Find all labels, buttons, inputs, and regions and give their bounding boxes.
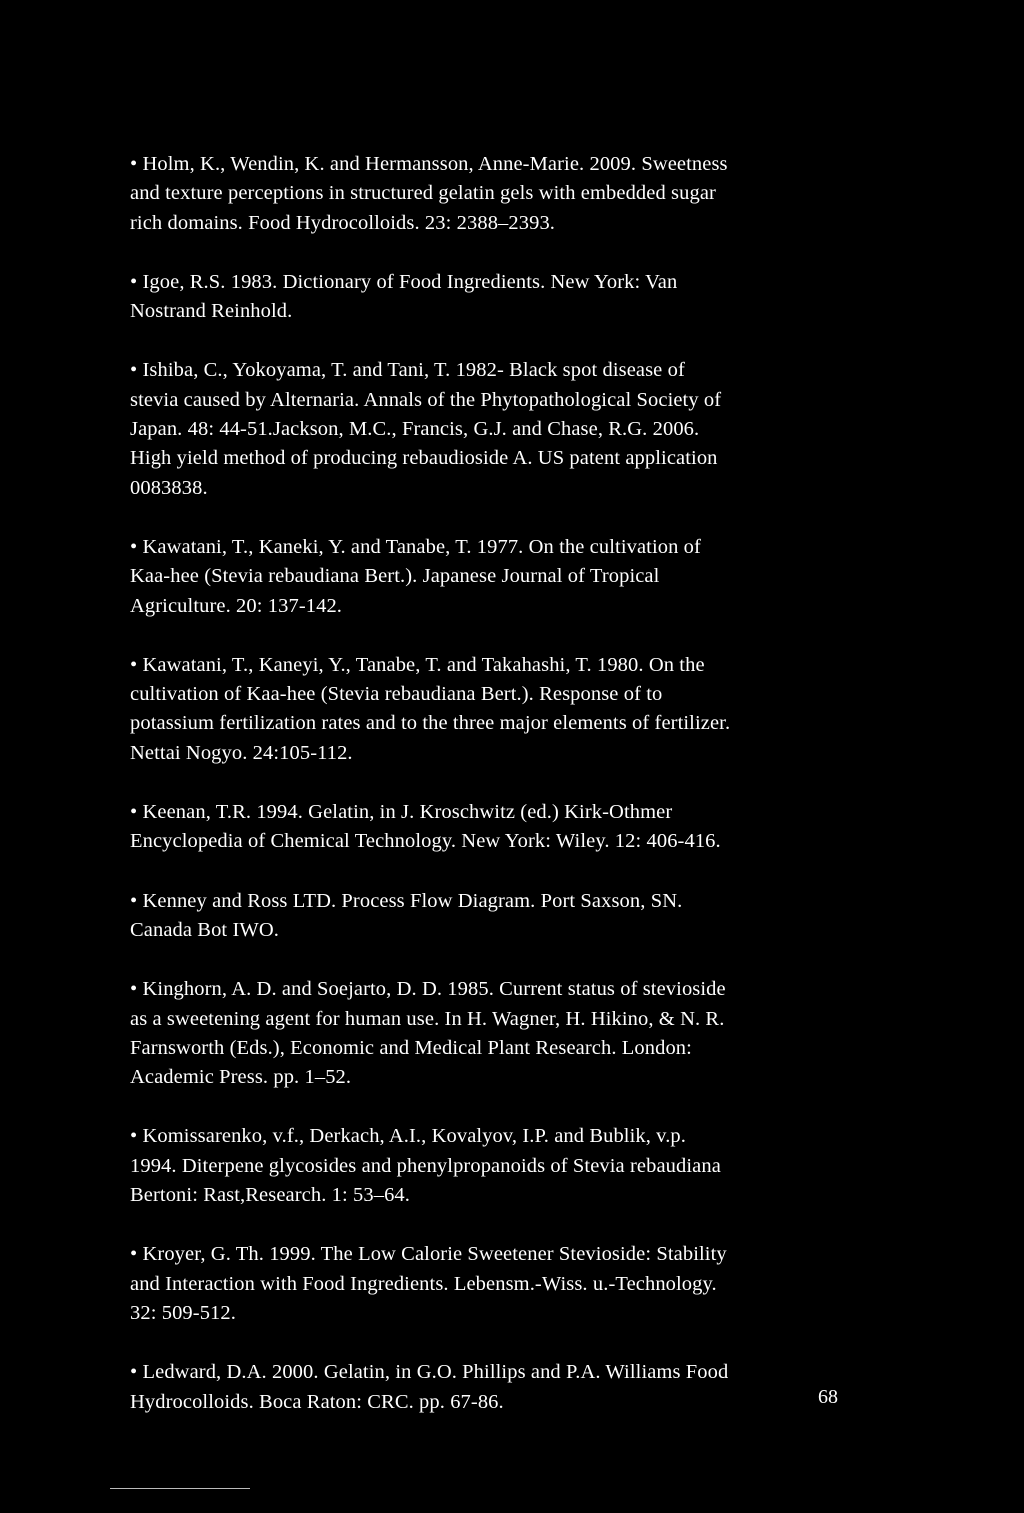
reference-text-line: Canada Bot IWO. xyxy=(130,918,279,941)
reference-entry xyxy=(130,975,830,1092)
reference-entry xyxy=(130,887,830,946)
reference-text-line: • Kroyer, G. Th. 1999. The Low Calorie Sweetener Stevioside: Stability xyxy=(130,1243,727,1266)
reference-text-line: Academic Press. pp. 1–52. xyxy=(130,1066,352,1089)
reference-text-line: Japan. 48: 44-51.Jackson, M.C., Francis, G.J. and Chase, R.G. 2006. xyxy=(130,418,700,441)
reference-text-line: Nostrand Reinhold. xyxy=(130,300,293,323)
reference-entry xyxy=(130,798,830,857)
footer-rule xyxy=(110,1488,250,1489)
reference-text-line: • Keenan, T.R. 1994. Gelatin, in J. Kroschwitz (ed.) Kirk-Othmer xyxy=(130,801,673,824)
reference-entry xyxy=(130,356,830,502)
reference-text-line: High yield method of producing rebaudioside A. US patent application xyxy=(130,447,718,470)
reference-text-line: and Interaction with Food Ingredients. Lebensm.-Wiss. u.-Technology. xyxy=(130,1272,717,1295)
reference-text-line: Bertoni: Rast,Research. 1: 53–64. xyxy=(130,1184,410,1207)
reference-text-line: stevia caused by Alternaria. Annals of the Phytopathological Society of xyxy=(130,388,722,411)
reference-text-line: 0083838. xyxy=(130,476,208,499)
reference-text-line: • Komissarenko, v.f., Derkach, A.I., Kovalyov, I.P. and Bublik, v.p. xyxy=(130,1125,687,1148)
reference-text-line: • Igoe, R.S. 1983. Dictionary of Food Ingredients. New York: Van xyxy=(130,270,678,293)
reference-text-line: Farnsworth (Eds.), Economic and Medical Plant Research. London: xyxy=(130,1036,692,1059)
reference-text-line: • Kenney and Ross LTD. Process Flow Diagram. Port Saxson, SN. xyxy=(130,889,683,912)
reference-text-line: 1994. Diterpene glycosides and phenylpropanoids of Stevia rebaudiana xyxy=(130,1154,721,1177)
reference-text-line: • Ishiba, C., Yokoyama, T. and Tani, T. 1982- Black spot disease of xyxy=(130,359,685,382)
reference-text-line: cultivation of Kaa-hee (Stevia rebaudiana Bert.). Response of to xyxy=(130,683,663,706)
reference-text-line: Agriculture. 20: 137-142. xyxy=(130,594,343,617)
reference-text-line: potassium fertilization rates and to the three major elements of fertilizer. xyxy=(130,712,731,735)
reference-text-line: Encyclopedia of Chemical Technology. New York: Wiley. 12: 406-416. xyxy=(130,830,721,853)
reference-entry xyxy=(130,150,830,238)
reference-text-line: • Kawatani, T., Kaneyi, Y., Tanabe, T. and Takahashi, T. 1980. On the xyxy=(130,653,705,676)
reference-text-line: as a sweetening agent for human use. In H. Wagner, H. Hikino, & N. R. xyxy=(130,1007,725,1030)
reference-text-line: • Ledward, D.A. 2000. Gelatin, in G.O. Phillips and P.A. Williams Food xyxy=(130,1361,729,1384)
reference-entry xyxy=(130,651,830,768)
reference-text-line: Nettai Nogyo. 24:105-112. xyxy=(130,741,353,764)
reference-text-line: • Kinghorn, A. D. and Soejarto, D. D. 1985. Current status of stevioside xyxy=(130,978,726,1001)
reference-text-line: Kaa-hee (Stevia rebaudiana Bert.). Japanese Journal of Tropical xyxy=(130,565,660,588)
reference-text-line: rich domains. Food Hydrocolloids. 23: 2388–2393. xyxy=(130,211,556,234)
reference-text-line: • Holm, K., Wendin, K. and Hermansson, Anne-Marie. 2009. Sweetness xyxy=(130,153,728,175)
reference-entry xyxy=(130,533,830,621)
reference-entry xyxy=(130,268,830,327)
reference-text-line: and texture perceptions in structured gelatin gels with embedded sugar xyxy=(130,182,716,205)
reference-text-line: • Kawatani, T., Kaneki, Y. and Tanabe, T. 1977. On the cultivation of xyxy=(130,535,701,558)
reference-entry xyxy=(130,1122,830,1210)
reference-list xyxy=(130,150,830,1447)
reference-text-line: Hydrocolloids. Boca Raton: CRC. pp. 67-86. xyxy=(130,1390,504,1413)
reference-entry xyxy=(130,1358,830,1417)
page-number: 68 xyxy=(818,1386,838,1408)
reference-entry xyxy=(130,1240,830,1328)
reference-text-line: 32: 509-512. xyxy=(130,1301,236,1324)
